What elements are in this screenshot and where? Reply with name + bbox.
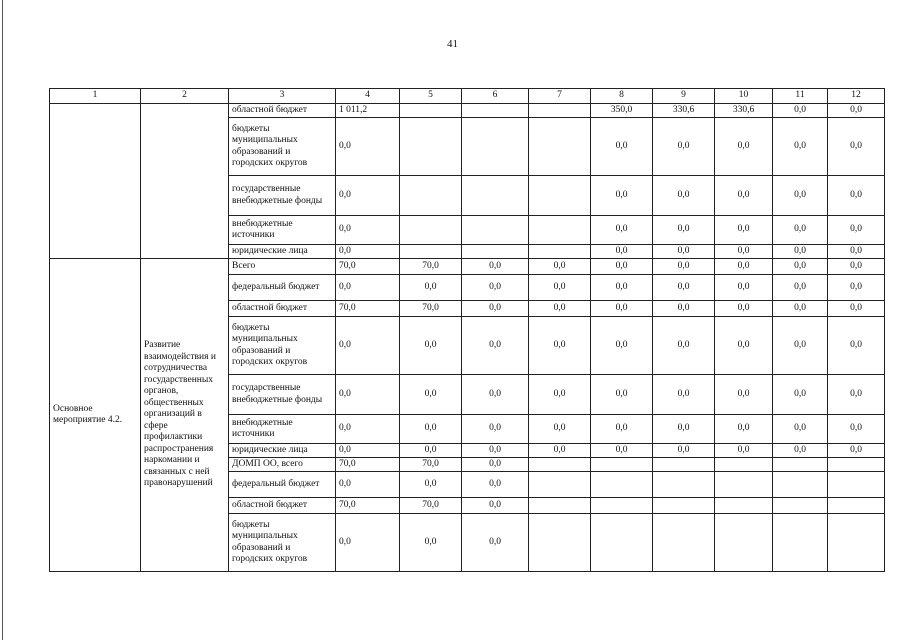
value-cell-col-7: 0,0: [529, 259, 591, 275]
value-cell-col-9: [653, 498, 715, 514]
column-header-10: 10: [715, 89, 773, 104]
value-cell-col-8: 0,0: [591, 317, 653, 375]
value-cell-col-7: [529, 245, 591, 259]
column-header-5: 5: [400, 89, 462, 104]
value-cell-col-5: [400, 104, 462, 118]
value-cell-col-4: 0,0: [336, 118, 400, 176]
value-cell-col-9: 0,0: [653, 301, 715, 317]
value-cell-col-6: [462, 118, 529, 176]
value-cell-col-4: 0,0: [336, 317, 400, 375]
value-cell-col-11: 0,0: [773, 245, 828, 259]
value-cell-col-12: [828, 458, 885, 472]
value-cell-col-9: [653, 514, 715, 572]
value-cell-col-11: 0,0: [773, 317, 828, 375]
value-cell-col-4: 0,0: [336, 415, 400, 444]
value-cell-col-10: [715, 472, 773, 498]
value-cell-col-9: 0,0: [653, 415, 715, 444]
value-cell-col-6: [462, 176, 529, 216]
value-cell-col-10: 330,6: [715, 104, 773, 118]
value-cell-col-5: 0,0: [400, 275, 462, 301]
value-cell-col-9: 0,0: [653, 245, 715, 259]
source-label: областной бюджет: [229, 301, 336, 317]
value-cell-col-12: 0,0: [828, 317, 885, 375]
column-header-6: 6: [462, 89, 529, 104]
value-cell-col-8: 0,0: [591, 444, 653, 458]
value-cell-col-7: 0,0: [529, 375, 591, 415]
value-cell-col-8: 350,0: [591, 104, 653, 118]
value-cell-col-7: [529, 498, 591, 514]
source-label: ДОМП ОО, всего: [229, 458, 336, 472]
value-cell-col-11: 0,0: [773, 301, 828, 317]
column-header-11: 11: [773, 89, 828, 104]
value-cell-col-4: 0,0: [336, 444, 400, 458]
event-cell-empty: [50, 104, 141, 259]
value-cell-col-10: [715, 458, 773, 472]
event-number: Основное мероприятие 4.2.: [50, 259, 141, 572]
value-cell-col-10: 0,0: [715, 176, 773, 216]
value-cell-col-8: 0,0: [591, 275, 653, 301]
value-cell-col-8: [591, 458, 653, 472]
value-cell-col-8: [591, 514, 653, 572]
value-cell-col-10: 0,0: [715, 301, 773, 317]
value-cell-col-7: 0,0: [529, 317, 591, 375]
value-cell-col-4: 0,0: [336, 176, 400, 216]
value-cell-col-7: [529, 118, 591, 176]
value-cell-col-8: 0,0: [591, 176, 653, 216]
source-label: бюджеты муниципальных образований и городских округов: [229, 514, 336, 572]
value-cell-col-6: 0,0: [462, 458, 529, 472]
value-cell-col-9: 0,0: [653, 259, 715, 275]
value-cell-col-12: [828, 498, 885, 514]
value-cell-col-4: 1 011,2: [336, 104, 400, 118]
event-title: Развитие взаимодействия и сотрудничества государственных органов, общественных организаций в сфере профилактики распространения наркомании и связанных с ней правонарушений: [141, 259, 229, 572]
value-cell-col-9: 0,0: [653, 216, 715, 245]
value-cell-col-11: 0,0: [773, 444, 828, 458]
title-cell-empty: [141, 104, 229, 259]
value-cell-col-5: [400, 245, 462, 259]
value-cell-col-8: 0,0: [591, 216, 653, 245]
value-cell-col-7: 0,0: [529, 301, 591, 317]
value-cell-col-8: [591, 472, 653, 498]
value-cell-col-4: 0,0: [336, 245, 400, 259]
value-cell-col-9: 0,0: [653, 317, 715, 375]
source-label: государственные внебюджетные фонды: [229, 176, 336, 216]
source-label: внебюджетные источники: [229, 216, 336, 245]
value-cell-col-5: 70,0: [400, 301, 462, 317]
column-header-8: 8: [591, 89, 653, 104]
value-cell-col-5: 0,0: [400, 514, 462, 572]
value-cell-col-4: 0,0: [336, 375, 400, 415]
source-label: федеральный бюджет: [229, 275, 336, 301]
value-cell-col-10: 0,0: [715, 375, 773, 415]
value-cell-col-10: 0,0: [715, 275, 773, 301]
value-cell-col-7: 0,0: [529, 275, 591, 301]
value-cell-col-7: 0,0: [529, 415, 591, 444]
value-cell-col-6: 0,0: [462, 275, 529, 301]
value-cell-col-4: 70,0: [336, 259, 400, 275]
value-cell-col-12: 0,0: [828, 415, 885, 444]
column-header-2: 2: [141, 89, 229, 104]
value-cell-col-11: 0,0: [773, 176, 828, 216]
left-page-border: [2, 0, 3, 640]
value-cell-col-8: 0,0: [591, 415, 653, 444]
value-cell-col-9: 330,6: [653, 104, 715, 118]
value-cell-col-12: 0,0: [828, 375, 885, 415]
value-cell-col-7: [529, 216, 591, 245]
value-cell-col-11: 0,0: [773, 216, 828, 245]
value-cell-col-6: [462, 216, 529, 245]
value-cell-col-7: [529, 472, 591, 498]
value-cell-col-9: 0,0: [653, 118, 715, 176]
source-label: областной бюджет: [229, 498, 336, 514]
source-label: бюджеты муниципальных образований и городских округов: [229, 317, 336, 375]
value-cell-col-11: [773, 498, 828, 514]
source-label: государственные внебюджетные фонды: [229, 375, 336, 415]
value-cell-col-12: 0,0: [828, 216, 885, 245]
value-cell-col-12: 0,0: [828, 104, 885, 118]
value-cell-col-4: 0,0: [336, 216, 400, 245]
value-cell-col-10: 0,0: [715, 444, 773, 458]
column-header-row: [50, 89, 885, 104]
value-cell-col-9: 0,0: [653, 444, 715, 458]
value-cell-col-10: 0,0: [715, 118, 773, 176]
value-cell-col-8: 0,0: [591, 259, 653, 275]
source-label: Всего: [229, 259, 336, 275]
value-cell-col-10: [715, 514, 773, 572]
page-number: 41: [447, 38, 458, 50]
value-cell-col-5: 70,0: [400, 458, 462, 472]
source-label: бюджеты муниципальных образований и городских округов: [229, 118, 336, 176]
value-cell-col-9: 0,0: [653, 176, 715, 216]
value-cell-col-12: [828, 472, 885, 498]
value-cell-col-10: 0,0: [715, 245, 773, 259]
value-cell-col-6: 0,0: [462, 259, 529, 275]
value-cell-col-11: [773, 458, 828, 472]
value-cell-col-10: 0,0: [715, 216, 773, 245]
value-cell-col-11: [773, 514, 828, 572]
value-cell-col-8: [591, 498, 653, 514]
table-row: [50, 259, 885, 275]
value-cell-col-8: 0,0: [591, 301, 653, 317]
value-cell-col-9: [653, 472, 715, 498]
value-cell-col-7: [529, 514, 591, 572]
value-cell-col-5: [400, 216, 462, 245]
value-cell-col-7: [529, 104, 591, 118]
source-label: юридические лица: [229, 245, 336, 259]
value-cell-col-5: 0,0: [400, 472, 462, 498]
table-row: [50, 104, 885, 118]
value-cell-col-5: 70,0: [400, 498, 462, 514]
value-cell-col-11: 0,0: [773, 375, 828, 415]
value-cell-col-5: 0,0: [400, 317, 462, 375]
value-cell-col-5: [400, 118, 462, 176]
column-header-1: 1: [50, 89, 141, 104]
value-cell-col-8: 0,0: [591, 375, 653, 415]
value-cell-col-7: [529, 176, 591, 216]
value-cell-col-11: 0,0: [773, 118, 828, 176]
value-cell-col-4: 70,0: [336, 458, 400, 472]
value-cell-col-7: [529, 458, 591, 472]
value-cell-col-5: [400, 176, 462, 216]
value-cell-col-9: 0,0: [653, 375, 715, 415]
value-cell-col-10: [715, 498, 773, 514]
value-cell-col-4: 0,0: [336, 472, 400, 498]
value-cell-col-7: 0,0: [529, 444, 591, 458]
value-cell-col-4: 0,0: [336, 275, 400, 301]
value-cell-col-12: 0,0: [828, 275, 885, 301]
value-cell-col-5: 0,0: [400, 444, 462, 458]
value-cell-col-6: [462, 104, 529, 118]
value-cell-col-5: 0,0: [400, 375, 462, 415]
value-cell-col-5: 0,0: [400, 415, 462, 444]
value-cell-col-12: 0,0: [828, 259, 885, 275]
column-header-9: 9: [653, 89, 715, 104]
value-cell-col-9: 0,0: [653, 275, 715, 301]
value-cell-col-11: 0,0: [773, 415, 828, 444]
value-cell-col-11: [773, 472, 828, 498]
value-cell-col-6: 0,0: [462, 444, 529, 458]
value-cell-col-10: 0,0: [715, 259, 773, 275]
value-cell-col-6: 0,0: [462, 301, 529, 317]
value-cell-col-6: 0,0: [462, 514, 529, 572]
value-cell-col-10: 0,0: [715, 317, 773, 375]
value-cell-col-12: [828, 514, 885, 572]
column-header-3: 3: [229, 89, 336, 104]
value-cell-col-11: 0,0: [773, 275, 828, 301]
value-cell-col-6: 0,0: [462, 472, 529, 498]
source-label: областной бюджет: [229, 104, 336, 118]
column-header-7: 7: [529, 89, 591, 104]
value-cell-col-4: 0,0: [336, 514, 400, 572]
value-cell-col-6: [462, 245, 529, 259]
value-cell-col-6: 0,0: [462, 317, 529, 375]
source-label: юридические лица: [229, 444, 336, 458]
value-cell-col-12: 0,0: [828, 444, 885, 458]
source-label: внебюджетные источники: [229, 415, 336, 444]
value-cell-col-8: 0,0: [591, 118, 653, 176]
value-cell-col-4: 70,0: [336, 498, 400, 514]
value-cell-col-12: 0,0: [828, 301, 885, 317]
value-cell-col-6: 0,0: [462, 498, 529, 514]
value-cell-col-6: 0,0: [462, 375, 529, 415]
value-cell-col-12: 0,0: [828, 118, 885, 176]
column-header-4: 4: [336, 89, 400, 104]
value-cell-col-12: 0,0: [828, 176, 885, 216]
value-cell-col-11: 0,0: [773, 104, 828, 118]
budget-table: [49, 88, 885, 572]
value-cell-col-11: 0,0: [773, 259, 828, 275]
value-cell-col-10: 0,0: [715, 415, 773, 444]
value-cell-col-4: 70,0: [336, 301, 400, 317]
value-cell-col-8: 0,0: [591, 245, 653, 259]
source-label: федеральный бюджет: [229, 472, 336, 498]
column-header-12: 12: [828, 89, 885, 104]
value-cell-col-6: 0,0: [462, 415, 529, 444]
value-cell-col-5: 70,0: [400, 259, 462, 275]
value-cell-col-12: 0,0: [828, 245, 885, 259]
value-cell-col-9: [653, 458, 715, 472]
